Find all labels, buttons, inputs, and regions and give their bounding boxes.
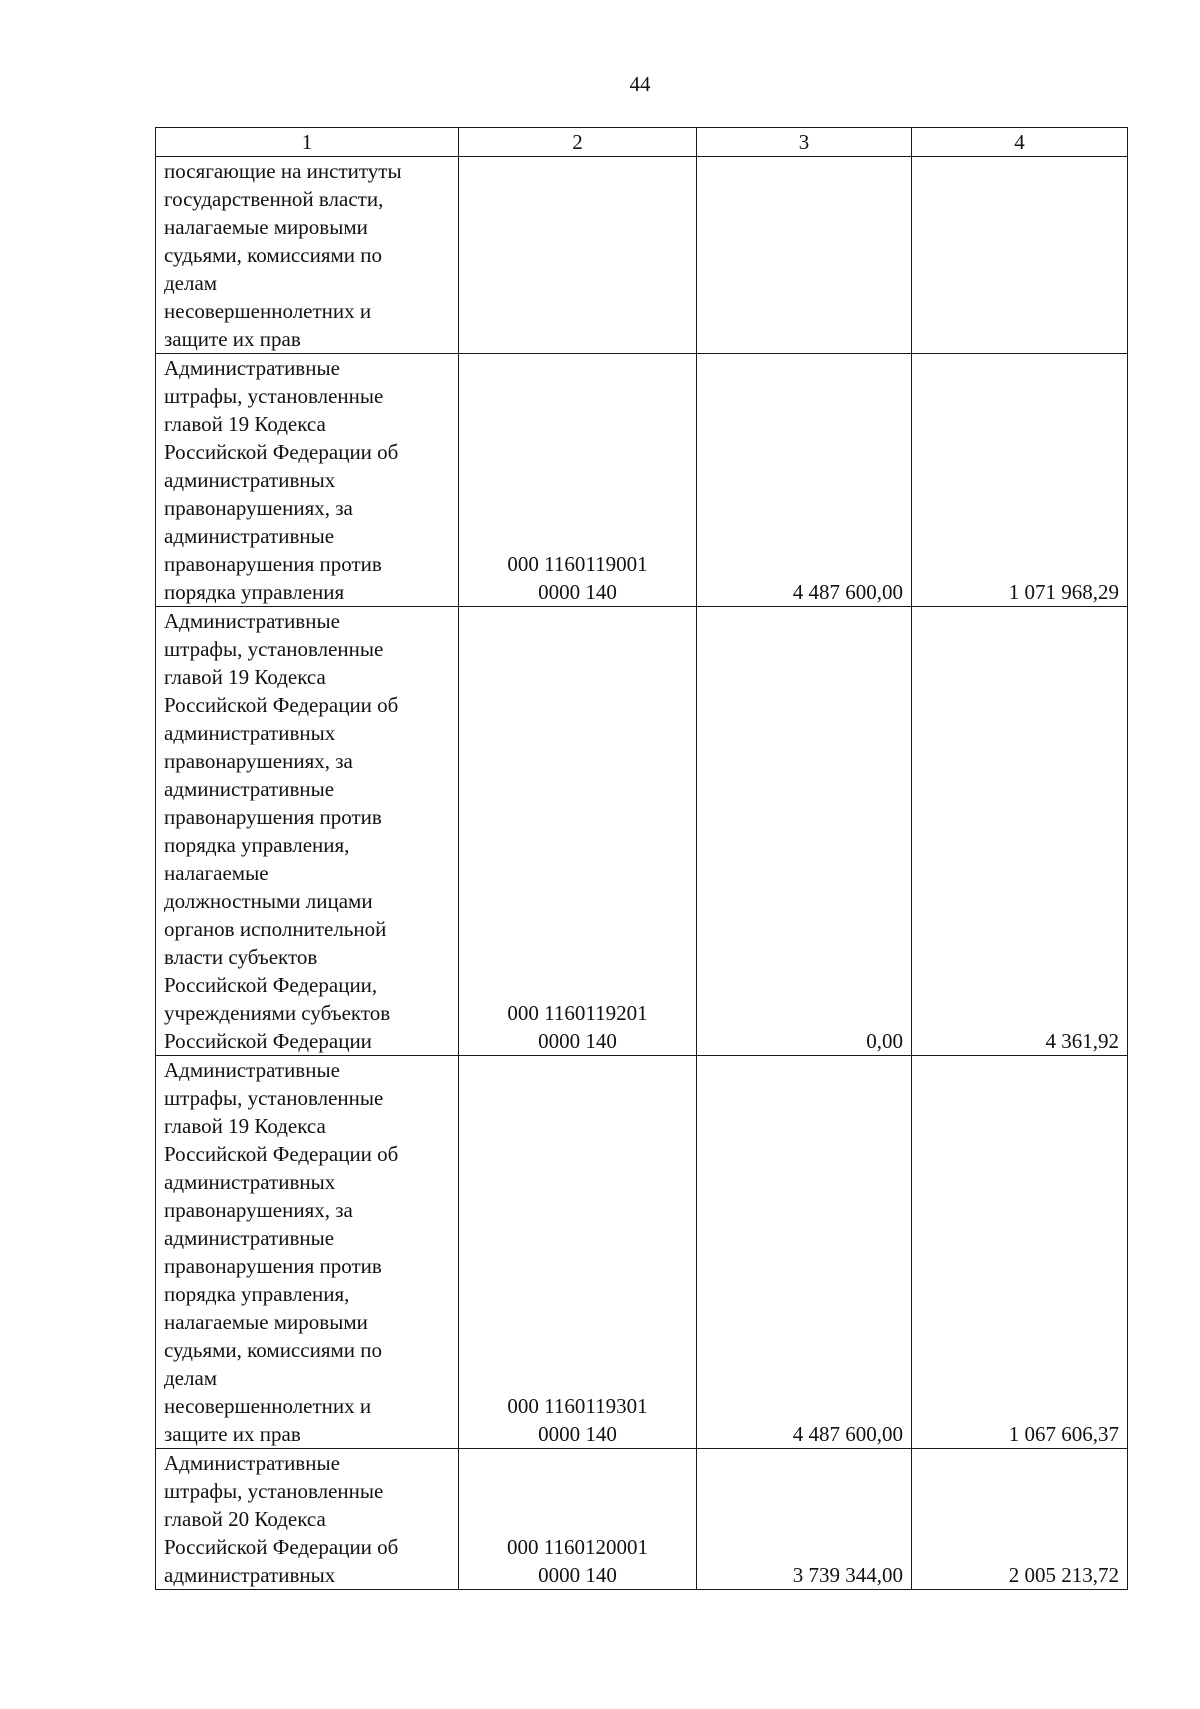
table-row — [156, 1056, 1128, 1449]
column-header-4: 4 — [912, 128, 1128, 157]
actual-amount-cell: 4 361,92 — [912, 607, 1128, 1056]
revenue-name-cell: Административные штрафы, установленные главой 19 Кодекса Российской Федерации об административных правонарушениях, за административные правонарушения против порядка управления, налагаемые должностными лицами органов исполнительной власти субъектов Российской Федерации, учреждениями субъектов Российской Федерации — [156, 607, 459, 1056]
revenue-name-cell: Административные штрафы, установленные главой 20 Кодекса Российской Федерации об административных — [156, 1449, 459, 1590]
planned-amount-cell — [697, 157, 912, 354]
table-row — [156, 354, 1128, 607]
actual-amount-cell: 2 005 213,72 — [912, 1449, 1128, 1590]
planned-amount-cell: 4 487 600,00 — [697, 354, 912, 607]
revenue-code-cell — [459, 157, 697, 354]
page-number: 44 — [629, 72, 651, 96]
revenue-code-cell: 000 1160119301 0000 140 — [459, 1056, 697, 1449]
revenue-code-cell: 000 1160119001 0000 140 — [459, 354, 697, 607]
table-row — [156, 607, 1128, 1056]
table-row — [156, 1449, 1128, 1590]
revenue-name-cell: Административные штрафы, установленные главой 19 Кодекса Российской Федерации об административных правонарушениях, за административные правонарушения против порядка управления — [156, 354, 459, 607]
actual-amount-cell: 1 067 606,37 — [912, 1056, 1128, 1449]
revenue-code-cell: 000 1160120001 0000 140 — [459, 1449, 697, 1590]
column-header-3: 3 — [697, 128, 912, 157]
table-row — [156, 157, 1128, 354]
table-header-row — [156, 128, 1128, 157]
revenue-code-cell: 000 1160119201 0000 140 — [459, 607, 697, 1056]
revenue-name-cell: посягающие на институты государственной власти, налагаемые мировыми судьями, комиссиями по делам несовершеннолетних и защите их прав — [156, 157, 459, 354]
planned-amount-cell: 0,00 — [697, 607, 912, 1056]
planned-amount-cell: 3 739 344,00 — [697, 1449, 912, 1590]
column-header-1: 1 — [156, 128, 459, 157]
column-header-2: 2 — [459, 128, 697, 157]
actual-amount-cell — [912, 157, 1128, 354]
planned-amount-cell: 4 487 600,00 — [697, 1056, 912, 1449]
budget-table — [155, 127, 1128, 1590]
revenue-name-cell: Административные штрафы, установленные главой 19 Кодекса Российской Федерации об административных правонарушениях, за административные правонарушения против порядка управления, налагаемые мировыми судьями, комиссиями по делам несовершеннолетних и защите их прав — [156, 1056, 459, 1449]
actual-amount-cell: 1 071 968,29 — [912, 354, 1128, 607]
